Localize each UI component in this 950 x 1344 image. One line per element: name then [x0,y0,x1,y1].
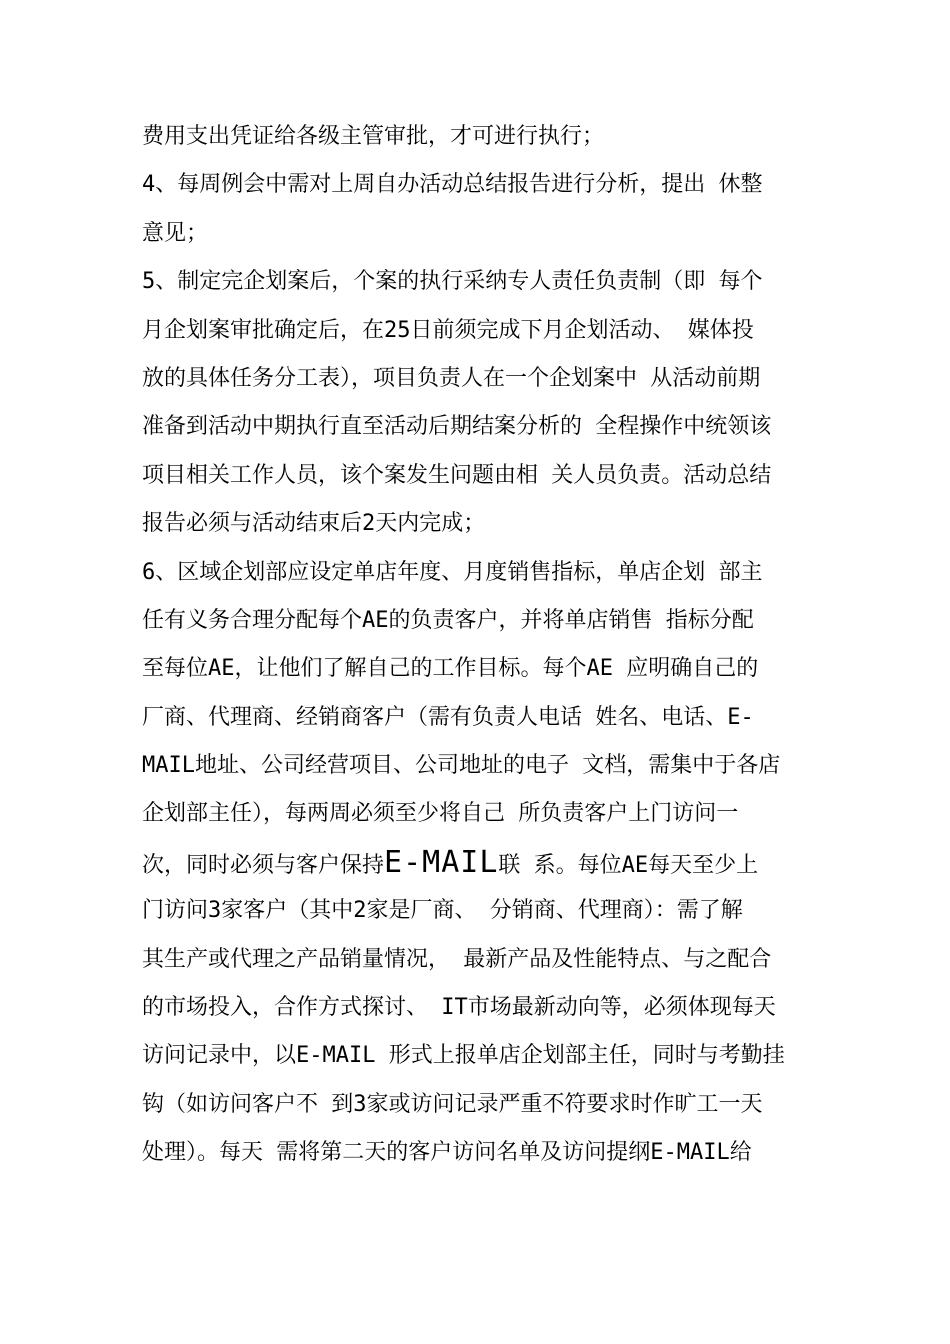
text-line-3: 意见； [142,220,209,246]
body-text [142,113,832,1178]
text-line-17: 门访问3家客户（其中2家是厂商、 分销商、代理商）：需了解 [142,898,743,924]
text-line-12: 至每位AE，让他们了解自己的工作目标。每个AE 应明确自己的 [142,656,759,682]
text-line-21: 钩（如访问客户不 到3家或访问记录严重不符要求时作旷工一天 [142,1091,763,1117]
text-line-19: 的市场投入，合作方式探讨、 IT市场最新动向等，必须体现每天 [142,995,776,1021]
text-line-6: 放的具体任务分工表），项目负责人在一个企划案中 从活动前期 [142,365,761,391]
text-line-22: 处理）。每天 需将第二天的客户访问名单及访问提纲E-MAIL给 [142,1140,752,1166]
text-line-10: 6、区域企划部应设定单店年度、月度销售指标，单店企划 部主 [142,559,763,585]
text-line-16-pre: 次，同时必须与客户保持 [142,852,385,878]
text-line-13: 厂商、代理商、经销商客户（需有负责人电话 姓名、电话、E- [142,704,754,730]
text-line-16 [142,839,832,887]
text-line-1: 费用支出凭证给各级主管审批，才可进行执行； [142,124,605,149]
text-line-15: 企划部主任），每两周必须至少将自己 所负责客户上门访问一 [142,801,739,827]
text-line-14: MAIL地址、公司经营项目、公司地址的电子 文档，需集中于各店 [142,753,781,779]
text-line-4: 5、制定完企划案后，个案的执行采纳专人责任负责制（即 每个 [142,269,763,295]
text-line-16-post: 联 系。每位AE每天至少上 [498,852,759,878]
text-line-20: 访问记录中，以E-MAIL 形式上报单店企划部主任，同时与考勤挂 [142,1043,785,1069]
text-line-18: 其生产或代理之产品销量情况， 最新产品及性能特点、与之配合 [142,946,772,972]
text-line-9: 报告必须与活动结束后2天内完成； [142,511,486,537]
text-line-2: 4、每周例会中需对上周自办活动总结报告进行分析，提出 休整 [142,172,763,198]
text-line-5: 月企划案审批确定后，在25日前须完成下月企划活动、 媒体投 [142,317,754,343]
text-line-11: 任有义务合理分配每个AE的负责客户，并将单店销售 指标分配 [142,607,754,633]
text-line-8: 项目相关工作人员，该个案发生问题由相 关人员负责。活动总结 [142,462,772,488]
text-line-7: 准备到活动中期执行直至活动后期结案分析的 全程操作中统领该 [142,414,772,440]
email-emphasis: E-MAIL [384,844,499,880]
